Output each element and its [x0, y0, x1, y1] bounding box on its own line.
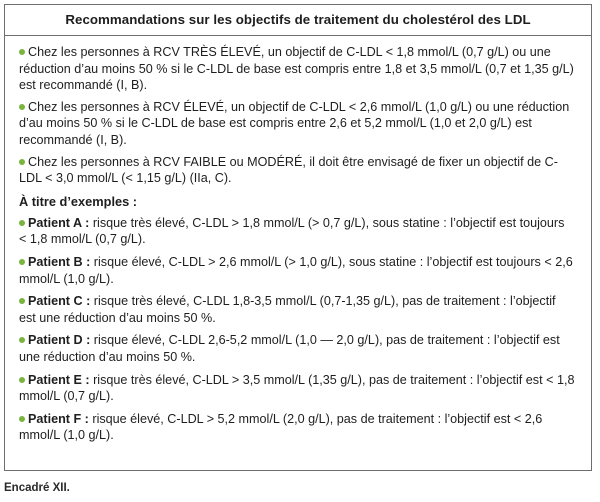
bullet-icon	[19, 49, 25, 55]
patient-example	[19, 254, 575, 287]
patient-example	[19, 372, 575, 405]
patient-name: Patient B :	[28, 254, 91, 269]
recommendation-item	[19, 154, 575, 187]
patient-name: Patient C :	[28, 294, 91, 309]
recommendation-item	[19, 44, 575, 94]
recommendations-box	[4, 4, 592, 471]
box-content	[5, 36, 591, 444]
recommendation-item	[19, 99, 575, 149]
bullet-icon	[19, 220, 25, 226]
recommendation-text: Chez les personnes à RCV ÉLEVÉ, un objectif de C-LDL < 2,6 mmol/L (1,0 g/L) ou une réduction d’au moins 50 % si le C-LDL de base est compris entre 2,6 et 5,2 mmol/L (1,0 et 2,0 g/L) est recommandé (I, B).	[19, 99, 570, 147]
box-title: Recommandations sur les objectifs de traitement du cholestérol des LDL	[5, 5, 591, 36]
bullet-icon	[19, 377, 25, 383]
bullet-icon	[19, 159, 25, 165]
patient-text: risque très élevé, C-LDL > 3,5 mmol/L (1,35 g/L), pas de traitement : l’objectif est < 1,8 mmol/L (0,7 g/L).	[19, 372, 575, 404]
patient-text: risque élevé, C-LDL 2,6-5,2 mmol/L (1,0 — 2,0 g/L), pas de traitement : l’objectif est une réduction d’au moins 50 %.	[19, 333, 560, 364]
patient-example	[19, 332, 575, 365]
patient-name: Patient A :	[28, 215, 90, 230]
bullet-icon	[19, 259, 25, 265]
patient-name: Patient D :	[28, 333, 91, 348]
recommendation-text: Chez les personnes à RCV FAIBLE ou MODÉRÉ, il doit être envisagé de fixer un objectif de C-LDL < 3,0 mmol/L (< 1,15 g/L) (IIa, C).	[19, 154, 558, 186]
patient-example	[19, 293, 575, 326]
patient-example	[19, 215, 575, 248]
patient-example	[19, 411, 575, 444]
bullet-icon	[19, 298, 25, 304]
patient-text: risque très élevé, C-LDL > 1,8 mmol/L (> 0,7 g/L), sous statine : l’objectif est toujours < 1,8 mmol/L (0,7 g/L).	[19, 215, 565, 247]
patient-text: risque élevé, C-LDL > 5,2 mmol/L (2,0 g/L), pas de traitement : l’objectif est < 2,6 mmol/L (1,0 g/L).	[19, 411, 543, 443]
patient-text: risque très élevé, C-LDL 1,8-3,5 mmol/L (0,7-1,35 g/L), pas de traitement : l’objectif est une réduction d’au moins 50 %.	[19, 294, 556, 325]
patient-name: Patient F :	[28, 411, 89, 426]
examples-heading: À titre d’exemples :	[19, 193, 138, 209]
patient-text: risque élevé, C-LDL > 2,6 mmol/L (> 1,0 g/L), sous statine : l’objectif est toujours < 2,6 mmol/L (1,0 g/L).	[19, 254, 573, 286]
bullet-icon	[19, 416, 25, 422]
figure-caption: Encadré XII.	[4, 482, 70, 494]
recommendation-text: Chez les personnes à RCV TRÈS ÉLEVÉ, un objectif de C-LDL < 1,8 mmol/L (0,7 g/L) ou une réduction d’au moins 50 % si le C-LDL de base est compris entre 1,8 et 3,5 mmol/L (0,7 et 1,35 g/L) est recommandé (I, B).	[19, 45, 574, 93]
patient-name: Patient E :	[28, 372, 90, 387]
bullet-icon	[19, 104, 25, 110]
bullet-icon	[19, 337, 25, 343]
